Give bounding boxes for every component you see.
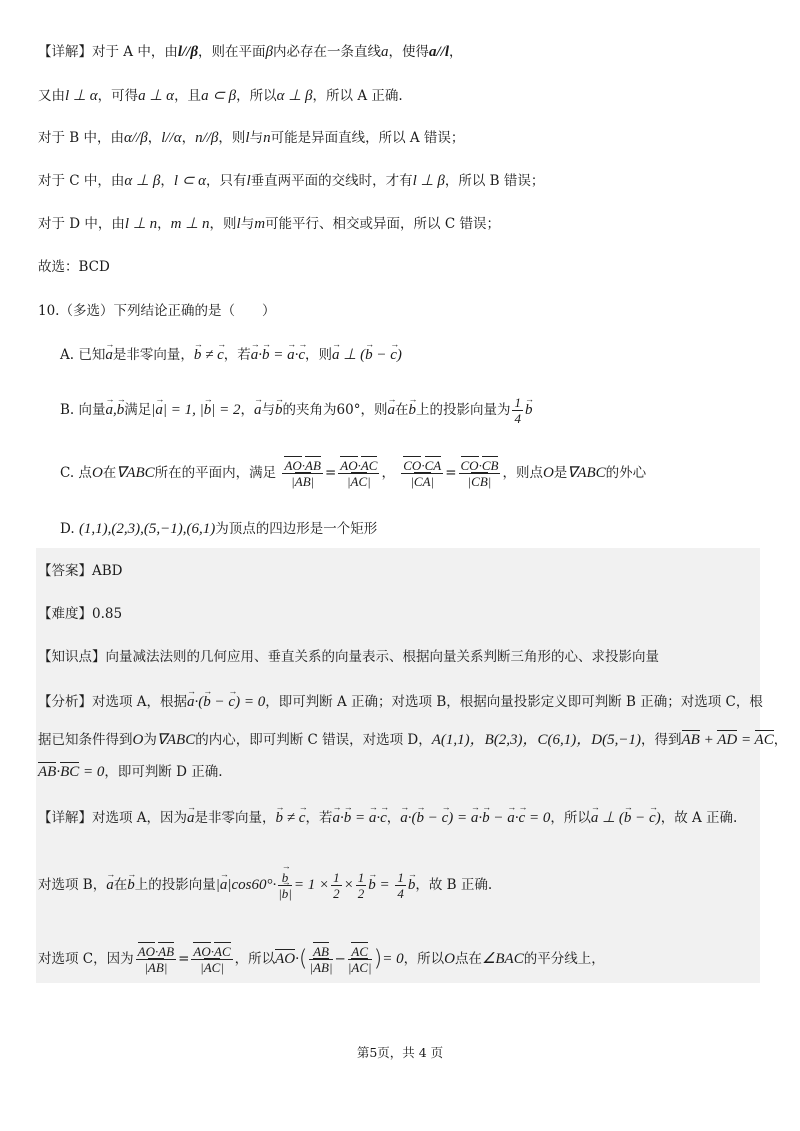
question-stem: 10.（多选）下列结论正确的是（ ） [38,303,276,319]
prev-detail-line-3: 对于 B 中，由α//β，l//α，n//β，则l与n可能是异面直线，所以 A 错误； [38,130,465,146]
detail-line-2: 对选项 B，→ a在→ b上的投影向量|→ a|cos60°· → $\frac{b}{|\to b|}$ = 1 × $\frac{1}{2}$ × $\frac{1}{2}$ → b = $\frac{1}{4}$ → b，故 B 正确. [38,870,492,901]
prev-detail-line-1: 【详解】对于 A 中，由l//β，则在平面β内必存在一条直线a，使得a//l， [38,44,463,60]
prev-detail-line-4: 对于 C 中，由α ⊥ β，l ⊂ α，只有l垂直两平面的交线时，才有l ⊥ β，所以 B 错误； [38,173,545,189]
difficulty-line: 【难度】0.85 [38,606,123,622]
detail-label-2: 【详解】 [38,810,92,826]
answer-line: 【答案】ABD [38,563,123,579]
knowledge-line: 【知识点】向量减法法则的几何应用、垂直关系的向量表示、根据向量关系判断三角形的心、求投影向量 [38,649,659,665]
detail-line-1: 【详解】对选项 A，因为→ a是非零向量，→ b ≠ → c，若→ a·→ b = → a·→ c，→ a·(→ b − → c) = → a·→ b − → a·→ c = 0，所以→ a ⊥ (→ b − → c)，故 A 正确. [38,808,737,828]
analysis-line-1: 【分析】对选项 A，根据→ a·(→ b − → c) = 0，即可判断 A 正确；对选项 B，根据向量投影定义即可判断 B 正确；对选项 C，根 [38,692,763,712]
prev-choice: 故选：BCD [38,259,110,275]
option-c: C. 点O在∇ABC所在的平面内，满足 $\frac{AO\cdot AB}{|AB|}$ = $\frac{AO\cdot AC}{|AC|}$ ， $\frac{CO\cdot CA}{|CA|}$ = $\frac{CO\cdot CB}{|CB|}$ ，则点O是∇ABC的外心 [60,458,647,489]
analysis-label: 【分析】 [38,694,92,710]
analysis-line-3: AB·BC = 0，即可判断 D 正确. [38,764,223,780]
page-footer: 第5页，共 4 页 [356,1045,444,1060]
option-d: D. (1,1),(2,3),(5,−1),(6,1)为顶点的四边形是一个矩形 [60,521,378,537]
detail-label: 【详解】 [38,44,92,60]
analysis-line-2: 据已知条件得到O为∇ABC的内心，即可判断 C 错误，对选项 D，A(1,1)，B(2,3)，C(6,1)，D(5,−1)，得到AB + AD = AC， [38,732,788,748]
option-a: A. 已知→ a是非零向量，→ b ≠ → c，若→ a·→ b = → a·→ c，则→ a ⊥ (→ b − → c) [60,345,402,365]
option-b: B. 向量→ a,→ b满足|→ a| = 1, |→ b| = 2，→ a与→ b的夹角为60°，则→ a在→ b上的投影向量为 $\frac{1}{4}$ → b [60,395,532,426]
prev-detail-line-2: 又由l ⊥ α，可得a ⊥ α，且a ⊂ β，所以α ⊥ β，所以 A 正确. [38,88,403,104]
detail-line-3: 对选项 C，因为 $\frac{AO\cdot AB}{|AB|}$ = $\frac{AO\cdot AC}{|AC|}$ ，所以AO·( $\frac{AB}{|AB|}$ − $\frac{AC}{|AC|}$ )= 0，所以O点在∠BAC的平分线上， [38,944,605,975]
prev-detail-line-5: 对于 D 中，由l ⊥ n，m ⊥ n，则l与m可能平行、相交或异面，所以 C 错误； [38,216,500,232]
